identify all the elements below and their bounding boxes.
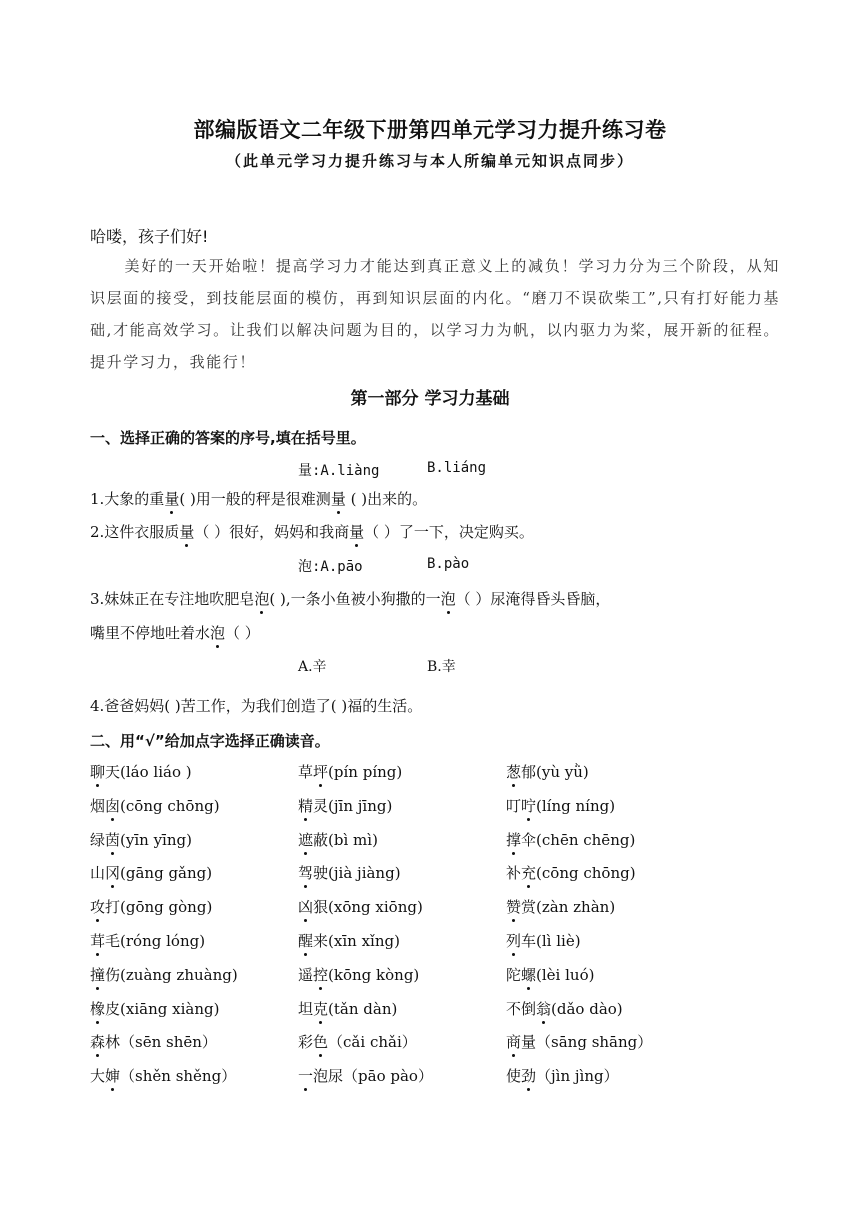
dotted-char: 商 — [506, 1033, 522, 1052]
pinyin-item — [506, 795, 615, 816]
pinyin-options: (pín píng) — [328, 763, 403, 781]
q3-dotted-char-2: 泡 — [440, 590, 456, 608]
word-suffix: 灵 — [313, 796, 329, 815]
word-suffix: 驶 — [313, 864, 329, 883]
dotted-char: 茵 — [105, 830, 121, 849]
word-suffix: 蔽 — [313, 830, 329, 849]
q3-text-a: 3.妹妹正在专注地吹肥皂 — [90, 590, 255, 608]
group3-option-b: B.幸 — [427, 659, 456, 675]
word-prefix: 草 — [298, 763, 314, 781]
pinyin-item — [506, 1031, 652, 1052]
question-3-line-2 — [90, 622, 260, 643]
pinyin-options: （sēn shēn） — [120, 1033, 217, 1052]
dotted-char: 茸 — [90, 932, 106, 950]
q1-dotted-char-2: 量 — [330, 490, 346, 508]
dotted-char: 螺 — [521, 965, 537, 984]
word-suffix: 来 — [313, 932, 329, 950]
word-suffix: 赏 — [521, 898, 537, 917]
word-prefix: 陀 — [506, 965, 522, 984]
q1-text-b: ( )用一般的秤是很难测 — [179, 490, 331, 508]
pinyin-options: (cōng chōng) — [536, 864, 636, 883]
pinyin-options: （shěn shěng） — [120, 1067, 237, 1086]
pinyin-options: （jìn jìng） — [536, 1067, 619, 1086]
word-prefix: 遥 — [298, 965, 314, 984]
dotted-char: 控 — [313, 965, 329, 984]
dotted-char: 翁 — [536, 999, 552, 1018]
pinyin-options: （cǎi chǎi） — [328, 1033, 417, 1052]
q3-text-b: ( ),一条小鱼被小狗撒的一 — [269, 590, 441, 608]
group1-option-a: 量:A.liàng — [298, 463, 380, 479]
dotted-char: 列 — [506, 932, 522, 950]
pinyin-item — [506, 761, 589, 782]
pinyin-item — [90, 761, 192, 782]
word-prefix: 大 — [90, 1067, 106, 1086]
dotted-char: 精 — [298, 796, 314, 815]
intro-text: 美好的一天开始啦！提高学习力才能达到真正意义上的减负！学习力分为三个阶段，从知识层面的接受，到技能层面的模仿，再到知识层面的内化。“磨刀不误砍柴工”,只有打好能力基础,才能高效学习。让我们以解决问题为目的，以学习力为帆，以内驱力为桨，展开新的征程。提升学习力，我能行！ — [90, 257, 780, 371]
pinyin-item — [506, 896, 615, 917]
pinyin-options: (jià jiàng) — [328, 864, 401, 883]
dotted-char: 聊 — [90, 763, 106, 781]
word-prefix: 烟 — [90, 796, 106, 815]
word-prefix: 不倒 — [506, 999, 537, 1018]
group2-option-b: B.pào — [427, 556, 470, 572]
pinyin-options: (xīn xǐng) — [328, 932, 400, 950]
q3-line2-text-b: （ ） — [225, 624, 260, 642]
dotted-char: 克 — [313, 999, 329, 1018]
group3-option-a: A.辛 — [298, 659, 327, 675]
pinyin-options: (kōng kòng) — [328, 965, 420, 984]
q2-dotted-char-1: 量 — [179, 523, 195, 541]
q1-dotted-char-1: 量 — [164, 490, 180, 508]
pinyin-item — [506, 1065, 619, 1086]
pinyin-options: (xiāng xiàng) — [120, 999, 220, 1018]
word-suffix: 毛 — [105, 932, 121, 950]
pinyin-options: (lì liè) — [536, 932, 581, 950]
pinyin-options: (láo liáo ) — [120, 763, 192, 781]
dotted-char: 橡 — [90, 999, 106, 1018]
word-suffix: 郁 — [521, 763, 537, 781]
dotted-char: 遮 — [298, 830, 314, 849]
pinyin-options: (zuàng zhuàng) — [120, 965, 238, 984]
pinyin-item — [506, 829, 635, 850]
intro-paragraph — [90, 250, 780, 378]
pinyin-item — [506, 998, 623, 1019]
pinyin-options: (gōng gòng) — [120, 898, 213, 917]
word-prefix: 坦 — [298, 999, 314, 1018]
pinyin-options: (bì mì) — [328, 830, 378, 849]
q2-text-c: （ ）了一下，决定购买。 — [364, 523, 534, 541]
dotted-char: 色 — [313, 1033, 329, 1052]
dotted-char: 婶 — [105, 1067, 121, 1086]
section1-heading: 一、选择正确的答案的序号,填在括号里。 — [90, 429, 366, 447]
dotted-char: 森 — [90, 1033, 106, 1052]
pinyin-item — [298, 1065, 433, 1086]
question-4: 4.爸爸妈妈( )苦工作，为我们创造了( )福的生活。 — [90, 697, 423, 715]
dotted-char: 撑 — [506, 830, 522, 849]
word-suffix: 狠 — [313, 898, 329, 917]
pinyin-item — [90, 998, 219, 1019]
dotted-char: 咛 — [521, 796, 537, 815]
word-prefix: 叮 — [506, 796, 522, 815]
q3-dotted-char-3: 泡 — [210, 624, 226, 642]
word-suffix: 林 — [105, 1033, 121, 1052]
group2-option-a: 泡:A.pāo — [298, 559, 363, 575]
dotted-char: 凶 — [298, 898, 314, 917]
dotted-char: 赞 — [506, 898, 522, 917]
pinyin-options: （sāng shāng） — [536, 1033, 653, 1052]
part1-title: 第一部分 学习力基础 — [350, 389, 510, 409]
dotted-char: 囱 — [105, 796, 121, 815]
pinyin-item — [90, 1031, 217, 1052]
pinyin-options: (xōng xiōng) — [328, 898, 423, 917]
word-suffix: 量 — [521, 1033, 537, 1052]
dotted-char: 劲 — [521, 1067, 537, 1086]
dotted-char: 葱 — [506, 763, 522, 781]
pinyin-options: (yīn yīng) — [120, 830, 192, 849]
q3-line2-text-a: 嘴里不停地吐着水 — [90, 624, 211, 642]
pinyin-options: (dǎo dào) — [551, 999, 623, 1018]
pinyin-options: (yù yǜ) — [536, 763, 589, 781]
q3-dotted-char-1: 泡 — [254, 590, 270, 608]
q2-text-b: （ ）很好，妈妈和我商 — [194, 523, 350, 541]
pinyin-item — [298, 964, 419, 985]
pinyin-item — [90, 896, 212, 917]
dotted-char: 醒 — [298, 932, 314, 950]
pinyin-options: (lèi luó) — [536, 965, 595, 984]
dotted-char: 攻 — [90, 898, 106, 917]
pinyin-item — [90, 930, 205, 951]
page-title: 部编版语文二年级下册第四单元学习力提升练习卷 — [193, 117, 667, 142]
greeting: 哈喽，孩子们好! — [90, 227, 209, 246]
word-suffix: 伞 — [521, 830, 537, 849]
q1-text-c: ( )出来的。 — [345, 490, 428, 508]
word-prefix: 使 — [506, 1067, 522, 1086]
word-prefix: 彩 — [298, 1033, 314, 1052]
word-suffix: 皮 — [105, 999, 121, 1018]
pinyin-item — [298, 761, 402, 782]
pinyin-item — [90, 795, 220, 816]
pinyin-item — [298, 1031, 417, 1052]
question-2 — [90, 521, 534, 542]
page-subtitle: （此单元学习力提升练习与本人所编单元知识点同步） — [225, 152, 634, 170]
dotted-char: 撞 — [90, 965, 106, 984]
section2-heading: 二、用“√”给加点字选择正确读音。 — [90, 732, 330, 750]
word-suffix: 泡尿 — [313, 1067, 344, 1086]
pinyin-item — [90, 1065, 236, 1086]
word-prefix: 山 — [90, 864, 106, 883]
pinyin-options: (gāng gǎng) — [120, 864, 213, 883]
pinyin-item — [298, 998, 397, 1019]
pinyin-item — [90, 862, 212, 883]
pinyin-options: (tǎn dàn) — [328, 999, 398, 1018]
pinyin-item — [298, 930, 400, 951]
word-suffix: 打 — [105, 898, 121, 917]
q2-text-a: 2.这件衣服质 — [90, 523, 180, 541]
pinyin-options: (zàn zhàn) — [536, 898, 616, 917]
pinyin-item — [90, 829, 192, 850]
dotted-char: 驾 — [298, 864, 314, 883]
word-prefix: 绿 — [90, 830, 106, 849]
word-suffix: 天 — [105, 763, 121, 781]
pinyin-options: (chēn chēng) — [536, 830, 636, 849]
dotted-char: 充 — [521, 864, 537, 883]
dotted-char: 冈 — [105, 864, 121, 883]
pinyin-item — [298, 896, 423, 917]
pinyin-item — [506, 862, 636, 883]
word-suffix: 车 — [521, 932, 537, 950]
pinyin-options: (róng lóng) — [120, 932, 206, 950]
pinyin-options: (líng níng) — [536, 796, 616, 815]
dotted-char: 坪 — [313, 763, 329, 781]
q2-dotted-char-2: 量 — [349, 523, 365, 541]
pinyin-item — [90, 964, 238, 985]
pinyin-item — [506, 930, 581, 951]
pinyin-options: (cōng chōng) — [120, 796, 220, 815]
pinyin-options: (jīn jīng) — [328, 796, 393, 815]
q1-text-a: 1.大象的重 — [90, 490, 165, 508]
pinyin-item — [298, 829, 378, 850]
dotted-char: 一 — [298, 1067, 314, 1086]
pinyin-item — [298, 862, 401, 883]
pinyin-item — [506, 964, 594, 985]
question-3 — [90, 588, 610, 609]
word-suffix: 伤 — [105, 965, 121, 984]
question-1 — [90, 488, 427, 509]
pinyin-item — [298, 795, 392, 816]
word-prefix: 补 — [506, 864, 522, 883]
group1-option-b: B.liáng — [427, 460, 487, 476]
q3-text-c: （ ）尿淹得昏头昏脑， — [455, 590, 611, 608]
pinyin-options: （pāo pào） — [343, 1067, 433, 1086]
